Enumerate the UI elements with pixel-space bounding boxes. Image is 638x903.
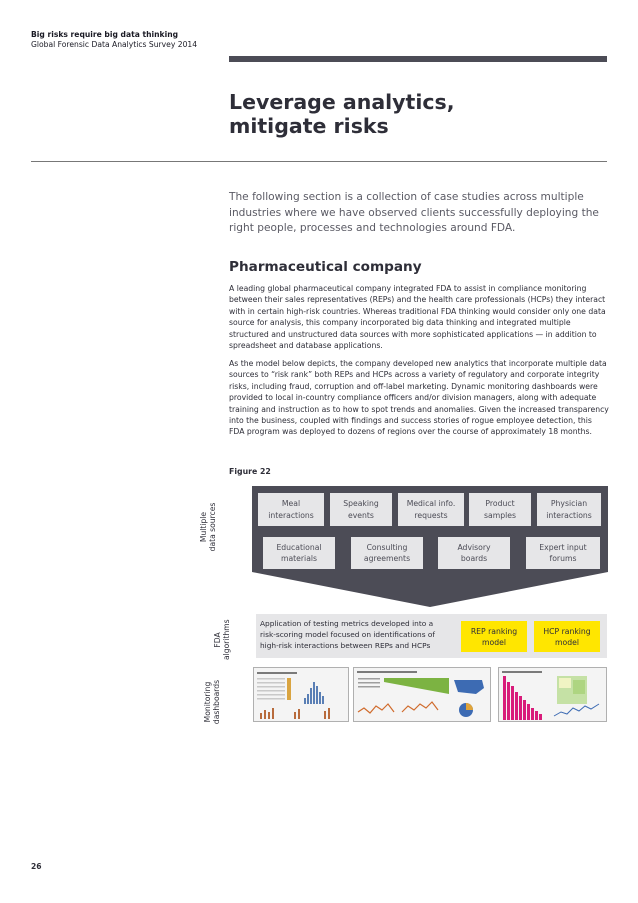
dashboard-thumbnail-1 bbox=[253, 667, 349, 722]
intro-paragraph: The following section is a collection of case studies across multiple industries where we have observed clients successfully deploying the right people, processes and technologies around FDA. bbox=[229, 191, 599, 234]
source-box-expert-input-forums: Expert input forums bbox=[526, 537, 600, 569]
header-title: Big risks require big data thinking bbox=[31, 30, 179, 39]
header-subtitle: Global Forensic Data Analytics Survey 2014 bbox=[31, 40, 198, 49]
header-bar bbox=[229, 56, 607, 62]
row-label-algorithms-line1: FDA bbox=[213, 632, 222, 648]
row-label-data-sources-line1: Multiple bbox=[199, 511, 208, 543]
row-label-algorithms-line2: algorithms bbox=[222, 619, 231, 660]
title-divider bbox=[31, 161, 607, 162]
row-label-data-sources-line2: data sources bbox=[208, 502, 217, 552]
figure-label: Figure 22 bbox=[229, 467, 271, 476]
page-title-line1: Leverage analytics, bbox=[229, 90, 455, 114]
body-paragraph-1: A leading global pharmaceutical company integrated FDA to assist in compliance monitoring between their sales representatives (REPs) and the health care professionals (HCPs) they interact with in certain high-risk countries. Whereas traditional FDA thinking would consider only one data source for analysis, this company incorporated big data thinking and integrated multiple structured and unstructured data sources with more sophisticated applications — in addition to spreadsheet and database applications. bbox=[229, 284, 606, 351]
source-box-advisory-boards: Advisory boards bbox=[438, 537, 510, 569]
algorithms-description: Application of testing metrics developed into a risk-scoring model focused on identifications of high-risk interactions between REPs and HCPs bbox=[260, 619, 436, 650]
row-label-dashboards bbox=[203, 676, 223, 728]
section-heading: Pharmaceutical company bbox=[229, 259, 422, 275]
body-paragraph-2: As the model below depicts, the company developed new analytics that incorporate multiple data sources to “risk rank” both REPs and HCPs across a variety of regulatory and corporate integrity risks, including fraud, corruption and off-label marketing. Dynamic monitoring dashboards were provided to local in-country compliance officers and/or division managers, along with adequate training and instruction as to how to spot trends and anomalies. Given the increased transparency into the business, coupled with findings and success stories of rogue employee detection, this FDA program was deployed to dozens of regions over the course of approximately 18 months. bbox=[229, 359, 609, 437]
source-box-speaking-events: Speaking events bbox=[330, 493, 392, 526]
source-box-physician-interactions: Physician interactions bbox=[537, 493, 601, 526]
dashboard-thumbnail-2 bbox=[353, 667, 491, 722]
row-label-dashboards-line2: dashboards bbox=[212, 679, 221, 725]
dashboard-thumbnail-3 bbox=[498, 667, 607, 722]
rep-ranking-model-box: REP ranking model bbox=[461, 621, 527, 652]
page-title bbox=[229, 90, 607, 138]
source-box-educational-materials: Educational materials bbox=[263, 537, 335, 569]
page-title-line2: mitigate risks bbox=[229, 114, 389, 138]
source-box-meal-interactions: Meal interactions bbox=[258, 493, 324, 526]
source-box-consulting-agreements: Consulting agreements bbox=[351, 537, 423, 569]
row-label-dashboards-line1: Monitoring bbox=[203, 681, 212, 723]
source-box-product-samples: Product samples bbox=[469, 493, 531, 526]
page-number: 26 bbox=[31, 862, 42, 871]
hcp-ranking-model-box: HCP ranking model bbox=[534, 621, 600, 652]
row-label-algorithms bbox=[213, 620, 233, 660]
row-label-data-sources bbox=[199, 497, 219, 557]
source-box-medical-info-requests: Medical info. requests bbox=[398, 493, 464, 526]
